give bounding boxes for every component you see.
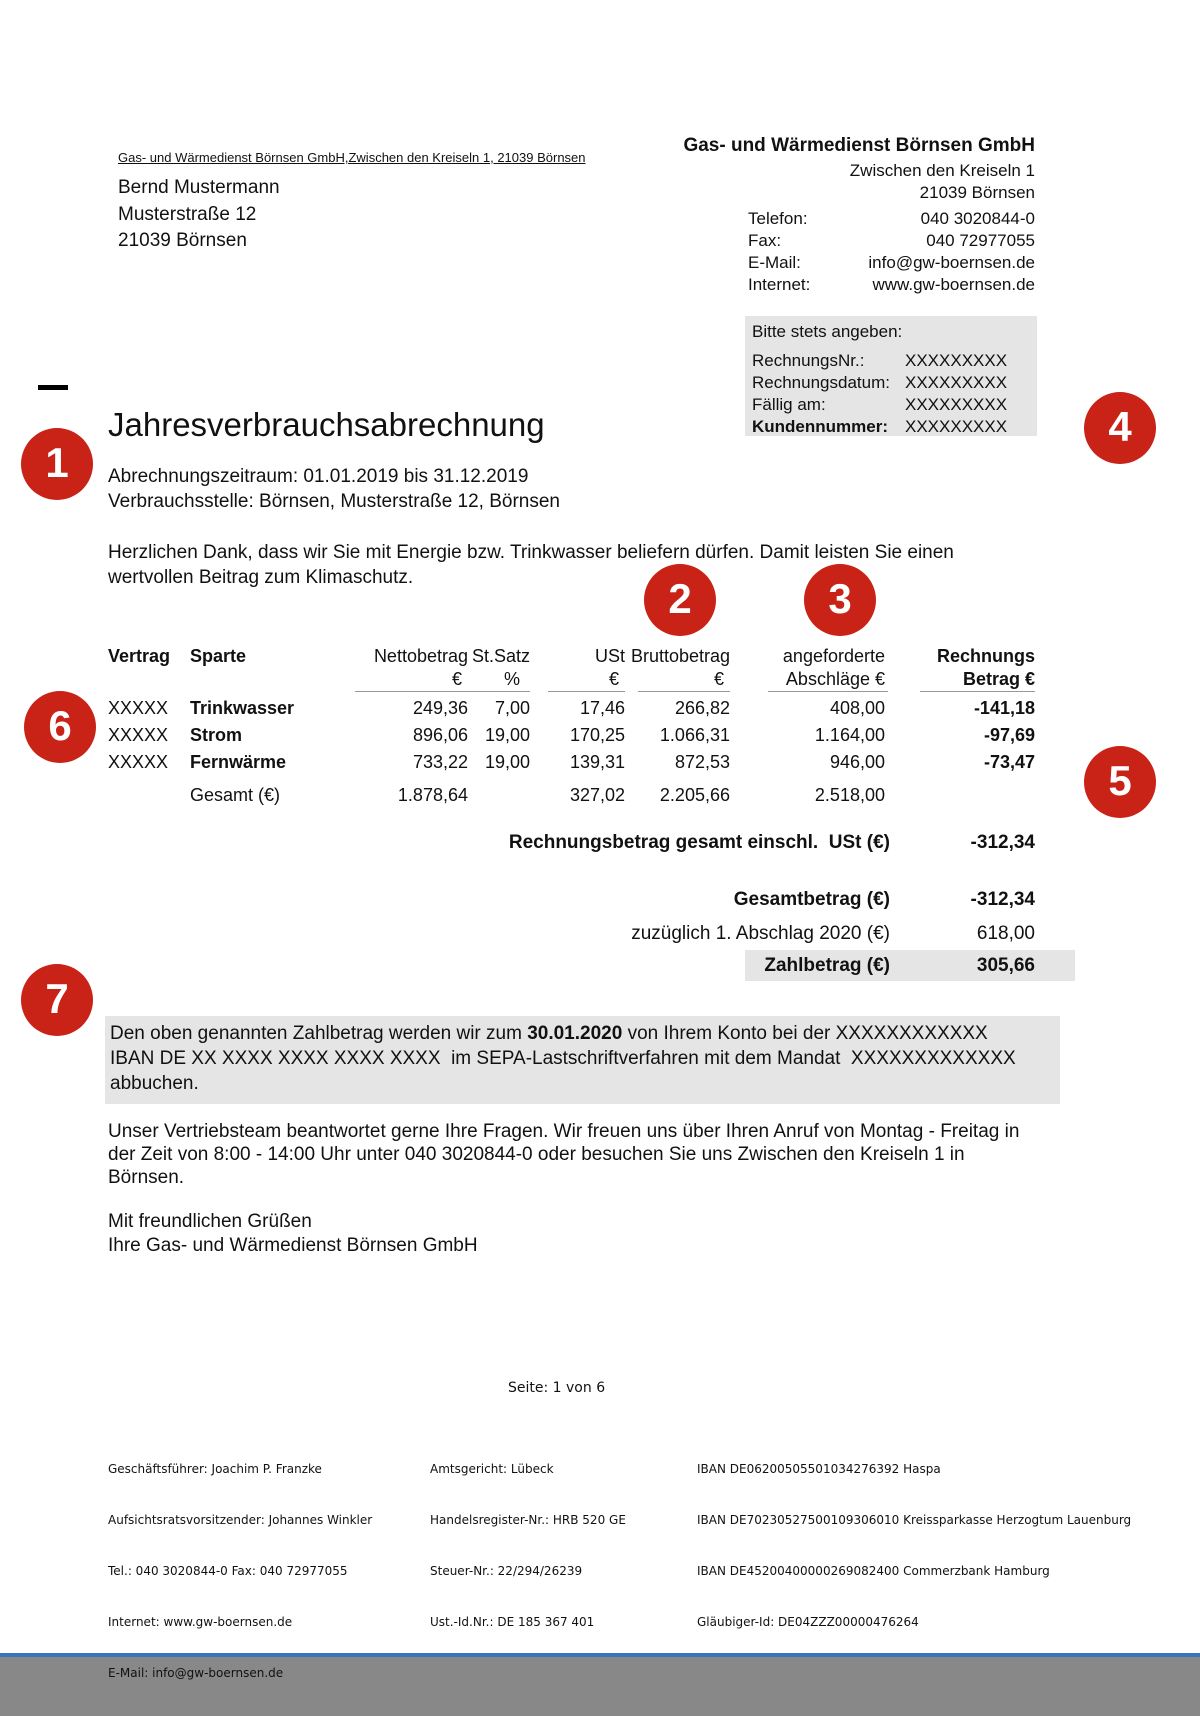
sepa-line2: IBAN DE XX XXXX XXXX XXXX XXXX im SEPA-Lastschriftverfahren mit dem Mandat XXXXXXXXXXXXX [110,1048,1016,1069]
total-label-rechnungsbetrag: Rechnungsbetrag gesamt einschl. USt (€) [508,832,890,853]
col-header-satz: St.Satz [471,646,530,666]
total-value-gesamtbetrag: -312,34 [970,889,1035,910]
info-row-label: Fällig am: [752,395,826,414]
cell-netto: 733,22 [412,752,468,772]
gesamt-brutto: 2.205,66 [659,785,730,805]
annotation-marker-2: 2 [644,564,716,636]
footer-line: IBAN DE45200400000269082400 Commerzbank Hamburg [697,1564,1050,1578]
col-header-brutto: Bruttobetrag [630,646,730,666]
recipient-name: Bernd Mustermann [118,177,280,198]
sepa-line1 [110,1022,988,1046]
total-value-zahlbetrag: 305,66 [976,955,1035,976]
contact-label-email: E-Mail: [748,253,801,272]
company-name: Gas- und Wärmedienst Börnsen GmbH [683,135,1035,156]
col-unit-satz: % [503,669,520,689]
contact-value-telefon: 040 3020844-0 [920,209,1035,228]
footer-line: Amtsgericht: Lübeck [430,1462,554,1476]
footer-line: IBAN DE70230527500109306010 Kreissparkasse Herzogtum Lauenburg [697,1513,1132,1527]
col-header-betrag: Rechnungs [936,646,1035,666]
cell-abschlaege: 1.164,00 [814,725,885,745]
gesamt-abschlaege: 2.518,00 [814,785,885,805]
annotation-marker-7: 7 [21,964,93,1036]
total-value-rechnungsbetrag: -312,34 [970,832,1035,853]
footer-line: Handelsregister-Nr.: HRB 520 GE [430,1513,626,1527]
cell-brutto: 872,53 [674,752,730,772]
cell-netto: 896,06 [412,725,468,745]
footer-line: Steuer-Nr.: 22/294/26239 [430,1564,583,1578]
col-unit-abschlaege: Abschläge € [785,669,885,689]
closing-greeting: Mit freundlichen Grüßen [108,1211,312,1232]
info-row-value: XXXXXXXXX [905,373,1008,392]
info-row-label: Kundennummer: [752,417,888,436]
cell-abschlaege: 408,00 [829,698,885,718]
info-box-title: Bitte stets angeben: [752,322,903,341]
total-label-gesamtbetrag: Gesamtbetrag (€) [733,889,890,910]
contact-label-internet: Internet: [748,275,811,294]
info-row-value: XXXXXXXXX [905,351,1008,370]
contact-paragraph-line: der Zeit von 8:00 - 14:00 Uhr unter 040 3020844-0 oder besuchen Sie uns Zwischen den Kreiseln 1 in [108,1144,965,1165]
table-header-rule [548,691,625,692]
footer-line: IBAN DE06200505501034276392 Haspa [697,1462,941,1476]
cell-satz: 7,00 [494,698,530,718]
closing-company: Ihre Gas- und Wärmedienst Börnsen GmbH [108,1235,478,1256]
footer-line: Gläubiger-Id: DE04ZZZ00000476264 [697,1615,919,1629]
total-label-abschlag: zuzüglich 1. Abschlag 2020 (€) [631,923,890,944]
contact-label-telefon: Telefon: [748,209,808,228]
sender-line: Gas- und Wärmedienst Börnsen GmbH,Zwischen den Kreiseln 1, 21039 Börnsen [118,150,586,165]
col-header-abschlaege: angeforderte [782,646,885,666]
contact-paragraph-line: Börnsen. [108,1167,185,1188]
recipient-street: Musterstraße 12 [118,204,257,225]
col-unit-brutto: € [713,669,724,689]
col-unit-betrag: Betrag € [962,669,1035,689]
footer-line: Aufsichtsratsvorsitzender: Johannes Winkler [108,1513,373,1527]
col-header-netto: Nettobetrag [373,646,468,666]
annotation-marker-6: 6 [24,691,96,763]
cell-vertrag: XXXXX [108,752,169,772]
consumption-site: Verbrauchsstelle: Börnsen, Musterstraße 12, Börnsen [108,491,561,512]
col-header-ust: USt [594,646,625,666]
sepa-line1-pre: Den oben genannten Zahlbetrag werden wir zum [110,1023,528,1044]
total-value-abschlag: 618,00 [976,923,1035,944]
footer-line: Internet: www.gw-boernsen.de [108,1615,293,1629]
billing-period: Abrechnungszeitraum: 01.01.2019 bis 31.12.2019 [108,466,529,487]
table-header-rule [920,691,1035,692]
cell-sparte: Fernwärme [190,752,287,772]
contact-paragraph-line: Unser Vertriebsteam beantwortet gerne Ihre Fragen. Wir freuen uns über Ihren Anruf von Montag - Freitag in [108,1121,1020,1142]
col-header-vertrag: Vertrag [108,646,171,666]
gesamt-label: Gesamt (€) [190,785,281,805]
footer-line: Ust.-Id.Nr.: DE 185 367 401 [430,1615,595,1629]
footer-line: Tel.: 040 3020844-0 Fax: 040 72977055 [108,1564,348,1578]
gesamt-netto: 1.878,64 [397,785,468,805]
page-number: Seite: 1 von 6 [508,1380,606,1396]
footer-line: E-Mail: info@gw-boernsen.de [108,1666,284,1680]
cell-betrag: -97,69 [983,725,1035,745]
annotation-marker-1: 1 [21,428,93,500]
contact-value-email: info@gw-boernsen.de [868,253,1035,272]
fold-mark [38,385,68,390]
cell-sparte: Strom [190,725,243,745]
cell-ust: 170,25 [569,725,625,745]
cell-ust: 139,31 [569,752,625,772]
col-unit-netto: € [451,669,462,689]
annotation-marker-4: 4 [1084,392,1156,464]
table-header-rule [638,691,730,692]
intro-line: Herzlichen Dank, dass wir Sie mit Energie bzw. Trinkwasser beliefern dürfen. Damit leisten Sie einen [108,542,954,563]
page-title: Jahresverbrauchsabrechnung [108,406,545,443]
company-city: 21039 Börnsen [919,183,1035,202]
table-header-rule [768,691,888,692]
annotation-marker-5: 5 [1084,746,1156,818]
footer-column-company [108,1427,372,1716]
total-label-zahlbetrag: Zahlbetrag (€) [764,955,890,976]
contact-value-internet: www.gw-boernsen.de [872,275,1035,294]
info-row-value: XXXXXXXXX [905,395,1008,414]
intro-line: wertvollen Beitrag zum Klimaschutz. [108,567,414,588]
cell-satz: 19,00 [484,752,530,772]
cell-abschlaege: 946,00 [829,752,885,772]
info-row-value: XXXXXXXXX [905,417,1008,436]
cell-netto: 249,36 [412,698,468,718]
contact-label-fax: Fax: [748,231,782,250]
company-street: Zwischen den Kreiseln 1 [849,161,1035,180]
info-row-label: Rechnungsdatum: [752,373,890,392]
cell-betrag: -73,47 [983,752,1035,772]
footer-column-register [430,1427,626,1665]
recipient-city: 21039 Börnsen [118,230,247,251]
cell-vertrag: XXXXX [108,725,169,745]
cell-brutto: 266,82 [674,698,730,718]
col-unit-ust: € [608,669,619,689]
cell-ust: 17,46 [579,698,625,718]
annotation-marker-3: 3 [804,564,876,636]
cell-betrag: -141,18 [973,698,1035,718]
info-row-label: RechnungsNr.: [752,351,865,370]
sepa-line3: abbuchen. [110,1073,199,1094]
cell-sparte: Trinkwasser [190,698,295,718]
sepa-line1-post: von Ihrem Konto bei der XXXXXXXXXXXX [622,1023,988,1044]
cell-brutto: 1.066,31 [659,725,730,745]
bottom-rule [0,1653,1200,1657]
contact-value-fax: 040 72977055 [926,231,1035,250]
sepa-debit-date: 30.01.2020 [527,1023,623,1044]
footer-line: Geschäftsführer: Joachim P. Franzke [108,1462,322,1476]
table-header-rule [355,691,530,692]
col-header-sparte: Sparte [190,646,247,666]
cell-vertrag: XXXXX [108,698,169,718]
footer-column-bank [697,1427,1131,1665]
gesamt-ust: 327,02 [569,785,625,805]
cell-satz: 19,00 [484,725,530,745]
